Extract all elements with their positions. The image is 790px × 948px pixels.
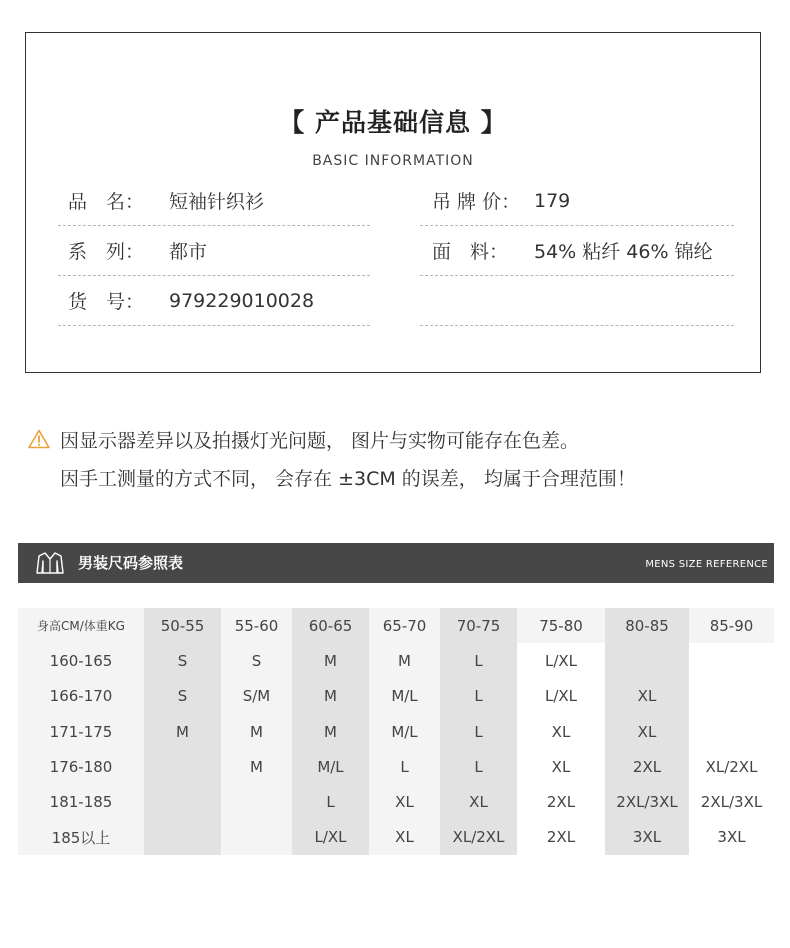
size-cell: XL [605,714,689,749]
size-cell: 2XL/3XL [689,784,774,819]
info-row-item-number [58,276,370,326]
size-reference-header [18,543,774,583]
info-row-price [420,176,734,226]
name-value: 短袖针织衫 [169,191,265,213]
size-cell [221,820,292,855]
size-cell: M/L [292,749,369,784]
height-range-cell: 181-185 [18,784,144,819]
notice-line-1 [28,420,636,458]
size-cell: XL [605,679,689,714]
size-cell: M [292,643,369,678]
size-chart-subtitle: MENS SIZE REFERENCE [645,559,768,570]
size-cell: L/XL [292,820,369,855]
name-label: 品 名： [68,191,145,213]
height-range-cell: 171-175 [18,714,144,749]
size-cell [689,714,774,749]
size-cell [221,784,292,819]
warning-icon [28,429,50,449]
table-row [18,820,774,855]
table-row [18,643,774,678]
size-cell: M [369,643,440,678]
weight-range-header: 65-70 [369,608,440,643]
size-cell: XL [517,714,605,749]
weight-range-header: 60-65 [292,608,369,643]
size-cell: 2XL [517,784,605,819]
height-range-cell: 176-180 [18,749,144,784]
size-cell: XL [440,784,517,819]
item-number-value: 979229010028 [169,289,315,312]
info-subtitle: BASIC INFORMATION [312,153,474,169]
size-cell: L/XL [517,643,605,678]
series-label: 系 列： [68,241,145,263]
weight-range-header: 50-55 [144,608,221,643]
size-cell: M/L [369,714,440,749]
weight-range-header: 85-90 [689,608,774,643]
table-row [18,714,774,749]
fabric-label: 面 料： [432,241,509,263]
table-header-corner: 身高CM/体重KG [18,608,144,643]
weight-range-header: 80-85 [605,608,689,643]
size-cell: S [144,679,221,714]
table-header-row [18,608,774,643]
size-cell: XL [517,749,605,784]
item-number-label: 货 号： [68,291,145,313]
size-cell: XL [369,820,440,855]
info-row-series [58,226,370,276]
size-cell: S/M [221,679,292,714]
size-cell [689,643,774,678]
info-row-fabric [420,226,734,276]
shirt-icon [36,551,64,575]
size-cell: M [221,749,292,784]
table-row [18,679,774,714]
size-cell: L/XL [517,679,605,714]
size-cell: XL [369,784,440,819]
size-cell [144,749,221,784]
info-row-name [58,176,370,226]
price-value: 179 [534,189,571,212]
weight-range-header: 75-80 [517,608,605,643]
size-cell: XL/2XL [689,749,774,784]
weight-range-header: 70-75 [440,608,517,643]
size-cell: M [292,714,369,749]
size-cell [605,643,689,678]
size-cell: S [221,643,292,678]
series-value: 都市 [169,241,208,263]
size-cell: M [144,714,221,749]
size-cell [689,679,774,714]
height-range-cell: 166-170 [18,679,144,714]
basic-info-panel [25,32,761,373]
size-cell [144,784,221,819]
size-cell: 3XL [605,820,689,855]
size-cell: XL/2XL [440,820,517,855]
size-cell: M/L [369,679,440,714]
size-cell: L [440,643,517,678]
size-cell: 3XL [689,820,774,855]
size-cell: L [440,679,517,714]
size-chart-title: 男装尺码参照表 [78,554,184,572]
size-cell: M [221,714,292,749]
size-cell: S [144,643,221,678]
size-cell: L [369,749,440,784]
size-cell: 2XL [517,820,605,855]
notice-line-2 [28,458,636,496]
notice-text-2: 因手工测量的方式不同， 会存在 ±3CM 的误差， 均属于合理范围！ [60,467,636,490]
table-row [18,784,774,819]
info-title: 【 产品基础信息 】 [279,108,507,137]
fabric-value: 54% 粘纤 46% 锦纶 [534,241,713,263]
size-cell: M [292,679,369,714]
height-range-cell: 185以上 [18,820,144,855]
price-label: 吊 牌 价： [432,191,521,213]
notice-text-1: 因显示器差异以及拍摄灯光问题， 图片与实物可能存在色差。 [60,429,580,452]
color-disclaimer [28,420,636,496]
info-row-empty [420,276,734,326]
size-cell: 2XL/3XL [605,784,689,819]
size-cell: L [440,714,517,749]
height-range-cell: 160-165 [18,643,144,678]
size-cell [144,820,221,855]
size-cell: L [440,749,517,784]
weight-range-header: 55-60 [221,608,292,643]
size-cell: 2XL [605,749,689,784]
table-row [18,749,774,784]
size-cell: L [292,784,369,819]
size-table [18,608,774,855]
